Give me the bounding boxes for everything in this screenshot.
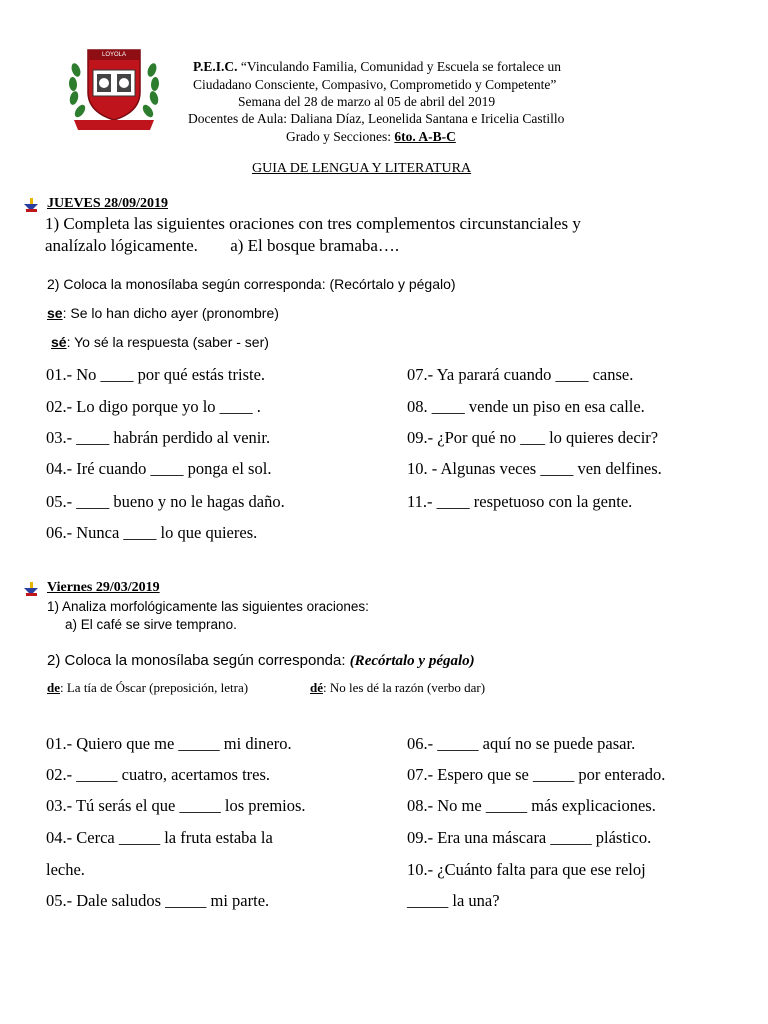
s2-item: 03.- Tú serás el que _____ los premios. (46, 796, 306, 815)
q2-prefix: 2) Coloca la monosílaba según corresponda: (47, 652, 350, 669)
de-definition (47, 680, 248, 696)
teachers-label: Docentes de Aula: (188, 111, 287, 126)
q2-bold: (Recórtalo y pégalo) (349, 653, 475, 669)
section1-q2: 2) Coloca la monosílaba según corresponda: (Recórtalo y pégalo) (47, 276, 456, 292)
bullet-arrow-icon (24, 582, 38, 596)
s1-item: 03.- ____ habrán perdido al venir. (46, 428, 271, 447)
logo-text: LOYOLA (101, 52, 126, 58)
school-logo (64, 40, 164, 136)
s2-item: 01.- Quiero que me _____ mi dinero. (46, 734, 292, 753)
s1-item: 10. - Algunas veces ____ ven delfines. (407, 459, 662, 478)
peic-motto-part1: “Vinculando Familia, Comunidad y Escuela se fortalece un (237, 59, 561, 74)
header-teachers (188, 111, 564, 127)
s1-item: 04.- Iré cuando ____ ponga el sol. (46, 459, 272, 478)
s2-item: _____ la una? (407, 891, 500, 910)
bullet-arrow-icon (24, 198, 38, 212)
q1-option-a: a) El bosque bramaba…. (230, 236, 400, 255)
s1-item: 06.- Nunca ____ lo que quieres. (46, 523, 258, 542)
header-line-2: Ciudadano Consciente, Compasivo, Comprometido y Competente” (193, 77, 557, 92)
section2-q2 (47, 652, 475, 670)
grade-value: 6to. A-B-C (394, 129, 456, 144)
de-label: de (47, 680, 60, 695)
page-title: GUIA DE LENGUA Y LITERATURA (252, 161, 472, 176)
se-text: : Se lo han dicho ayer (pronombre) (62, 305, 279, 321)
header-week: Semana del 28 de marzo al 05 de abril del 2019 (238, 94, 496, 109)
s1-item: 11.- ____ respetuoso con la gente. (407, 492, 633, 511)
se-label: se (47, 305, 63, 321)
se2-label: sé (51, 334, 67, 350)
se-definition (47, 305, 279, 321)
s2-item: 10.- ¿Cuánto falta para que ese reloj (407, 860, 646, 879)
s2-item: 09.- Era una máscara _____ plástico. (407, 828, 652, 847)
header-line-1 (193, 59, 561, 75)
header-grade (286, 129, 456, 145)
se2-definition (51, 334, 269, 350)
section1-q1-line1: 1) Completa las siguientes oraciones con tres complementos circunstanciales y (45, 214, 581, 233)
s1-item: 07.- Ya parará cuando ____ canse. (407, 365, 634, 384)
grade-label: Grado y Secciones: (286, 129, 395, 144)
section2-q1-a: a) El café se sirve temprano. (65, 617, 237, 632)
de2-text: : No les dé la razón (verbo dar) (323, 680, 486, 695)
q1-line2-text: analízalo lógicamente. (45, 236, 198, 255)
se2-text: : Yo sé la respuesta (saber - ser) (66, 334, 269, 350)
section1-heading: JUEVES 28/09/2019 (47, 196, 168, 211)
section2-q1: 1) Analiza morfológicamente las siguientes oraciones: (47, 599, 369, 614)
s1-item: 08. ____ vende un piso en esa calle. (407, 397, 645, 416)
section2-heading: Viernes 29/03/2019 (47, 580, 160, 595)
teachers-names: Daliana Díaz, Leonelida Santana e Iricelia Castillo (286, 111, 565, 126)
peic-label: P.E.I.C. (193, 59, 238, 74)
s1-item: 09.- ¿Por qué no ___ lo quieres decir? (407, 428, 659, 447)
s2-item: 04.- Cerca _____ la fruta estaba la (46, 828, 273, 847)
s2-item: 07.- Espero que se _____ por enterado. (407, 765, 666, 784)
s1-item: 05.- ____ bueno y no le hagas daño. (46, 492, 285, 511)
de-text: : La tía de Óscar (preposición, letra) (60, 680, 249, 695)
de2-label: dé (310, 680, 323, 695)
s2-item: 08.- No me _____ más explicaciones. (407, 796, 656, 815)
s2-item: 05.- Dale saludos _____ mi parte. (46, 891, 270, 910)
s1-item: 01.- No ____ por qué estás triste. (46, 365, 266, 384)
s1-item: 02.- Lo digo porque yo lo ____ . (46, 397, 261, 416)
s2-item: leche. (46, 860, 85, 879)
s2-item: 02.- _____ cuatro, acertamos tres. (46, 765, 271, 784)
de2-definition (310, 680, 485, 696)
s2-item: 06.- _____ aquí no se puede pasar. (407, 734, 636, 753)
section1-q1-line2 (45, 236, 399, 256)
